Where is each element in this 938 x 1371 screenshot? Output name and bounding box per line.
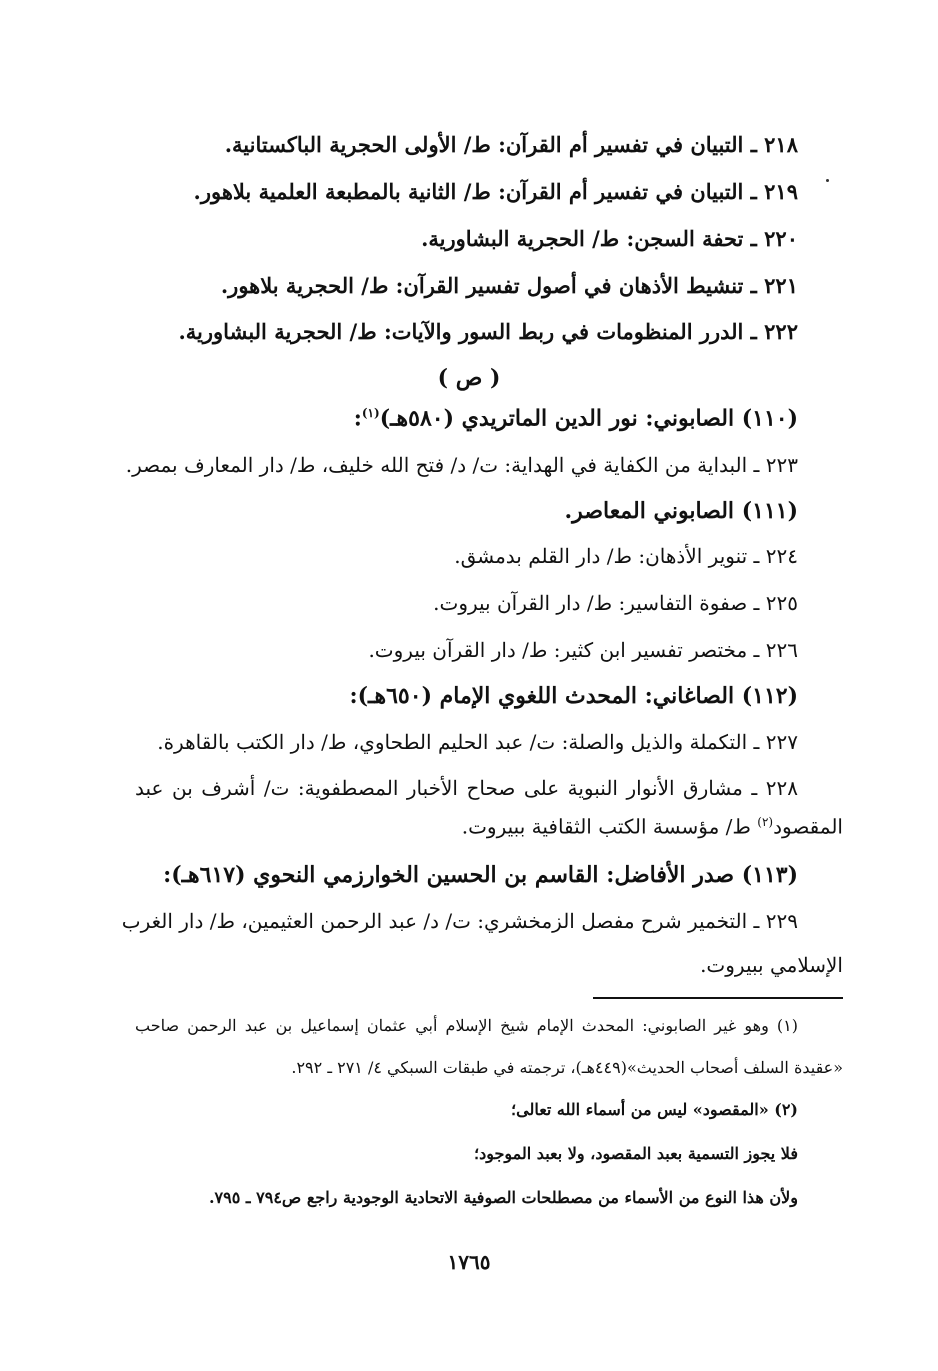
entry-228-editor: المقصود xyxy=(773,814,843,839)
entry-228-publisher: ط/ مؤسسة الكتب الثقافية ببيروت. xyxy=(461,814,758,839)
entry-219: ٢١٩ ـ التبيان في تفسير أم القرآن: ط/ الثانية بالمطبعة العلمية بلاهور. xyxy=(193,179,798,204)
footnote-2-line-2: فلا يجوز التسمية بعبد المقصود، ولا بعبد الموجود؛ xyxy=(474,1144,798,1163)
entry-225: ٢٢٥ ـ صفوة التفاسير: ط/ دار القرآن بيروت. xyxy=(433,591,798,615)
author-heading-110-text: (١١٠) الصابوني: نور الدين الماتريدي (٥٨٠هـ) xyxy=(379,405,798,432)
author-heading-110-colon: : xyxy=(353,405,362,432)
author-heading-112: (١١٢) الصاغاني: المحدث اللغوي الإمام (٦٥٠هـ): xyxy=(349,683,798,709)
section-letter-heading: ( ص ) xyxy=(437,365,501,391)
entry-229-line-1: ٢٢٩ ـ التخمير شرح مفصل الزمخشري: ت/ د/ عبد الرحمن العثيمين، ط/ دار الغرب xyxy=(121,909,798,933)
entry-226: ٢٢٦ ـ مختصر تفسير ابن كثير: ط/ دار القرآن بيروت. xyxy=(368,638,798,662)
footnote-ref-2[interactable]: (٢) xyxy=(757,815,774,829)
footnote-separator xyxy=(593,997,843,999)
entry-222: ٢٢٢ ـ الدرر المنظومات في ربط السور والآيات: ط/ الحجرية البشاورية. xyxy=(178,319,798,344)
author-heading-111: (١١١) الصابوني المعاصر. xyxy=(564,498,798,524)
footnote-1-line-1: (١) وهو غير الصابوني: المحدث الإمام شيخ الإسلام أبي عثمان إسماعيل بن عبد الرحمن صاحب xyxy=(135,1016,798,1035)
footnote-2-line-3: ولأن هذا النوع من الأسماء من مصطلحات الصوفية الاتحادية الوجودية راجع ص٧٩٤ ـ ٧٩٥. xyxy=(208,1188,798,1207)
entry-227: ٢٢٧ ـ التكملة والذيل والصلة: ت/ عبد الحليم الطحاوي، ط/ دار الكتب بالقاهرة. xyxy=(157,730,798,754)
entry-221: ٢٢١ ـ تنشيط الأذهان في أصول تفسير القرآن: ط/ الحجرية بلاهور. xyxy=(220,273,798,298)
footnote-ref-1[interactable]: (١) xyxy=(361,406,380,420)
entry-218: ٢١٨ ـ التبيان في تفسير أم القرآن: ط/ الأولى الحجرية الباكستانية. xyxy=(224,132,798,157)
author-heading-113: (١١٣) صدر الأفاضل: القاسم بن الحسين الخوارزمي النحوي (٦١٧هـ): xyxy=(163,862,798,888)
entry-223: ٢٢٣ ـ البداية من الكفاية في الهداية: ت/ د/ فتح الله خليف، ط/ دار المعارف بمصر. xyxy=(125,453,798,477)
page-number: ١٧٦٥ xyxy=(447,1250,491,1274)
entry-224: ٢٢٤ ـ تنوير الأذهان: ط/ دار القلم بدمشق. xyxy=(454,544,798,568)
entry-228-line-1: ٢٢٨ ـ مشارق الأنوار النبوية على صحاح الأخبار المصطفوية: ت/ أشرف بن عبد xyxy=(135,776,798,800)
entry-228-line-2 xyxy=(462,816,843,837)
author-heading-110 xyxy=(353,405,798,432)
entry-220: ٢٢٠ ـ تحفة السجن: ط/ الحجرية البشاورية. xyxy=(421,226,798,251)
stray-mark xyxy=(826,179,829,182)
entry-229-line-2: الإسلامي ببيروت. xyxy=(700,953,843,977)
footnote-2-line-1: (٢) «المقصود» ليس من أسماء الله تعالى؛ xyxy=(511,1100,798,1119)
footnote-1-line-2: «عقيدة السلف أصحاب الحديث»(٤٤٩هـ)، ترجمته في طبقات السبكي ٤/ ٢٧١ ـ ٢٩٢. xyxy=(291,1058,843,1077)
